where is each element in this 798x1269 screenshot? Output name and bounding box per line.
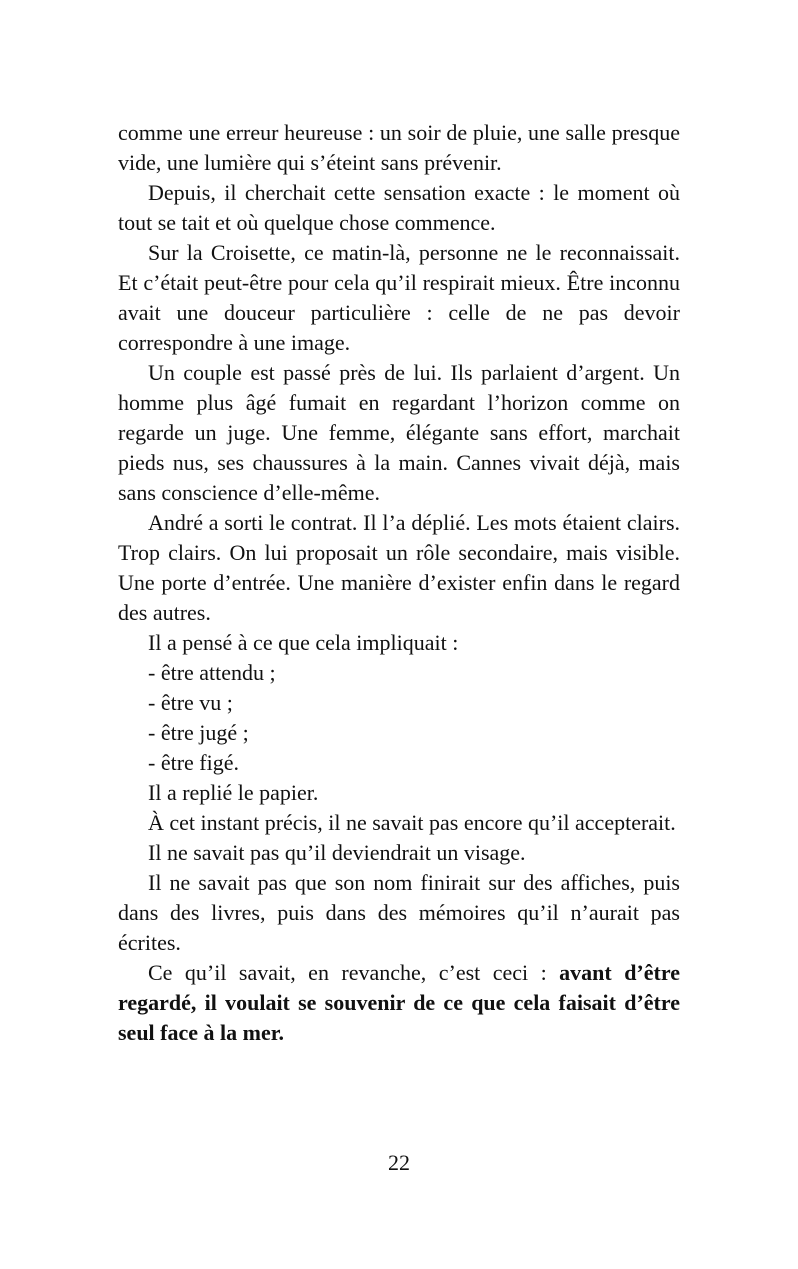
paragraph-final	[118, 958, 680, 1048]
paragraph-continued: comme une erreur heureuse : un soir de pluie, une salle presque vide, une lumière qui s’éteint sans prévenir.	[118, 120, 680, 175]
paragraph-precise-moment: À cet instant précis, il ne savait pas encore qu’il accepterait.	[148, 810, 676, 835]
final-regular-text: Ce qu’il savait, en revanche, c’est ceci :	[148, 960, 560, 985]
final-bold-text: avant d’être regardé, il voulait se souvenir de ce que cela faisait d’être seul face à la mer.	[118, 960, 680, 1045]
paragraph-croisette: Sur la Croisette, ce matin-là, personne ne le reconnaissait. Et c’était peut-être pour cela qu’il respirait mieux. Être inconnu avait une douceur particulière : celle de ne pas devoir correspondre à une image.	[118, 240, 680, 355]
page-number: 22	[388, 1150, 410, 1175]
paragraph-name-posters: Il ne savait pas que son nom finirait sur des affiches, puis dans des livres, puis dans des mémoires qu’il n’aurait pas écrites.	[118, 870, 680, 955]
paragraph-couple: Un couple est passé près de lui. Ils parlaient d’argent. Un homme plus âgé fumait en regardant l’horizon comme on regarde un juge. Une femme, élégante sans effort, marchait pieds nus, ses chaussures à la main. Cannes vivait déjà, mais sans conscience d’elle-même.	[118, 360, 680, 505]
paragraph-implications: Il a pensé à ce que cela impliquait :	[148, 630, 459, 655]
list-item: - être figé.	[148, 750, 239, 775]
paragraph-face: Il ne savait pas qu’il deviendrait un visage.	[148, 840, 526, 865]
list-item: - être jugé ;	[148, 720, 249, 745]
list-item: - être vu ;	[148, 690, 233, 715]
paragraph-folded-paper: Il a replié le papier.	[148, 780, 319, 805]
page-body	[118, 118, 680, 1048]
paragraph-contract: André a sorti le contrat. Il l’a déplié. Les mots étaient clairs. Trop clairs. On lui proposait un rôle secondaire, mais visible. Une porte d’entrée. Une manière d’exister enfin dans le regard des autres.	[118, 510, 680, 625]
paragraph-sensation: Depuis, il cherchait cette sensation exacte : le moment où tout se tait et où quelque chose commence.	[118, 180, 680, 235]
list-item: - être attendu ;	[148, 660, 276, 685]
